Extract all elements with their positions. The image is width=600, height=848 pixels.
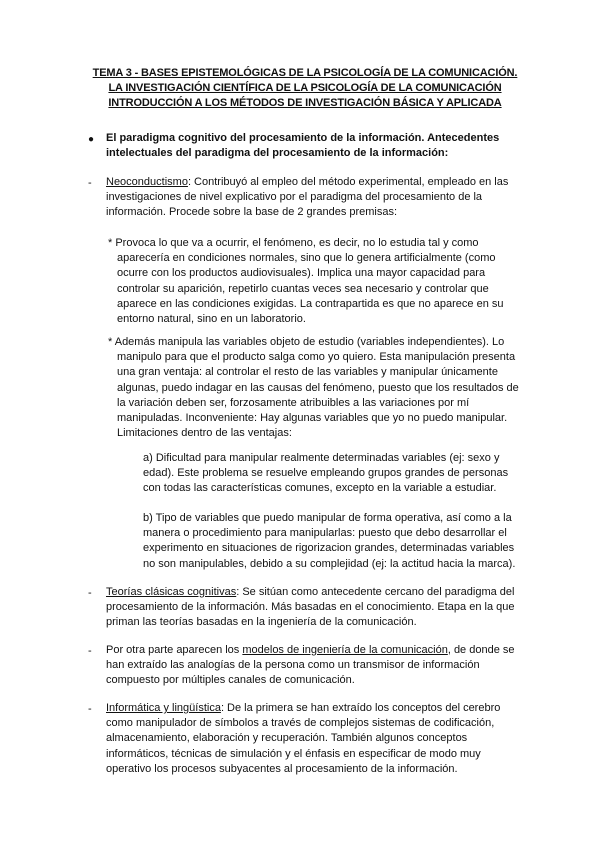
- modelos-after: , de donde se han extraído las analogías de la persona como un transmisor de información compuesto por múltiples canales de comunicación.: [106, 644, 515, 687]
- teorias-text: : Se sitúan como antecedente cercano del paradigma del procesamiento de la información. Más basadas en el conocimiento. Etapa en la que priman las teorías basadas en la ingeniería de la comunicación.: [106, 586, 515, 629]
- informatica-text: : De la primera se han extraído los conceptos del cerebro como manipulador de símbolos a través de complejos sistemas de codificación, almacenamiento, elaboración y recuperación. También algunos conceptos informáticos, técnicas de simulación y el énfasis en especificar de modo muy operativo los procesos subyacentes al procesamiento de la información.: [106, 702, 501, 775]
- informatica-term: Informática y lingüística: [106, 702, 221, 714]
- teorias-paragraph: [106, 585, 526, 631]
- title-line-2: LA INVESTIGACIÓN CIENTÍFICA DE LA PSICOLOGÍA DE LA COMUNICACIÓN: [108, 82, 502, 94]
- document-title: [70, 66, 540, 111]
- title-line-3: INTRODUCCIÓN A LOS MÉTODOS DE INVESTIGACIÓN BÁSICA Y APLICADA: [108, 97, 502, 109]
- dash-marker: -: [88, 703, 92, 715]
- modelos-before: Por otra parte aparecen los: [106, 644, 243, 656]
- teorias-term: Teorías clásicas cognitivas: [106, 586, 237, 598]
- title-line-1: TEMA 3 - BASES EPISTEMOLÓGICAS DE LA PSICOLOGÍA DE LA COMUNICACIÓN.: [92, 67, 518, 79]
- section-heading: El paradigma cognitivo del procesamiento de la información. Antecedentes intelectuales del paradigma del procesamiento de la información:: [106, 132, 500, 160]
- dash-marker: -: [88, 587, 92, 599]
- premise-1-text: * Provoca lo que va a ocurrir, el fenómeno, es decir, no lo estudia tal y como aparecería en condiciones normales, sino que lo genera artificialmente (como ocurre con los productos audiovisuales). Implica una mayor capacidad para controlar su aparición, repetirlo cuantas veces sea necesario y controlar que aparece en las condiciones exigidas. La contrapartida es que no aparece en su entorno natural, sino en un laboratorio.: [108, 237, 504, 326]
- modelos-term: modelos de ingeniería de la comunicación: [242, 644, 448, 656]
- limitation-b: b) Tipo de variables que puedo manipular de forma operativa, así como a la manera o procedimiento para manipularlas: puesto que debo desarrollar el experimento en situaciones de rigorizacion grandes, determinadas variables no son manipulables, debido a su complejidad (ej: la actitud hacia la marca).: [143, 512, 516, 570]
- limitation-a: a) Dificultad para manipular realmente determinadas variables (ej: sexo y edad). Este problema se resuelve empleando grupos grandes de personas con todas las características comunes, excepto en la variable a estudiar.: [143, 452, 509, 495]
- neoconductismo-text: : Contribuyó al empleo del método experimental, empleado en las investigaciones de nivel explicativo por el paradigma del procesamiento de la información. Procede sobre la base de 2 grandes premisas:: [106, 176, 509, 219]
- dash-marker: -: [88, 645, 92, 657]
- bullet-icon: ●: [88, 134, 95, 145]
- informatica-paragraph: [106, 701, 526, 777]
- neoconductismo-term: Neoconductismo: [106, 176, 188, 188]
- premise-2: [108, 335, 520, 441]
- neoconductismo-paragraph: [106, 175, 526, 221]
- premise-1: [108, 236, 520, 327]
- premise-2-text: * Además manipula las variables objeto de estudio (variables independientes). Lo manipulo para que el producto salga como yo quiero. Esta manipulación presenta una gran ventaja: al controlar el resto de las variables y manipular únicamente algunas, puedo indagar en las causas del fenómeno, puesto que los resultados de la variación deben ser, forzosamente atribuibles a las variaciones por mí manipuladas. Inconveniente: Hay algunas variables que yo no puedo manipular. Limitaciones dentro de las ventajas:: [108, 336, 519, 440]
- dash-marker: -: [88, 177, 92, 189]
- modelos-paragraph: [106, 643, 526, 689]
